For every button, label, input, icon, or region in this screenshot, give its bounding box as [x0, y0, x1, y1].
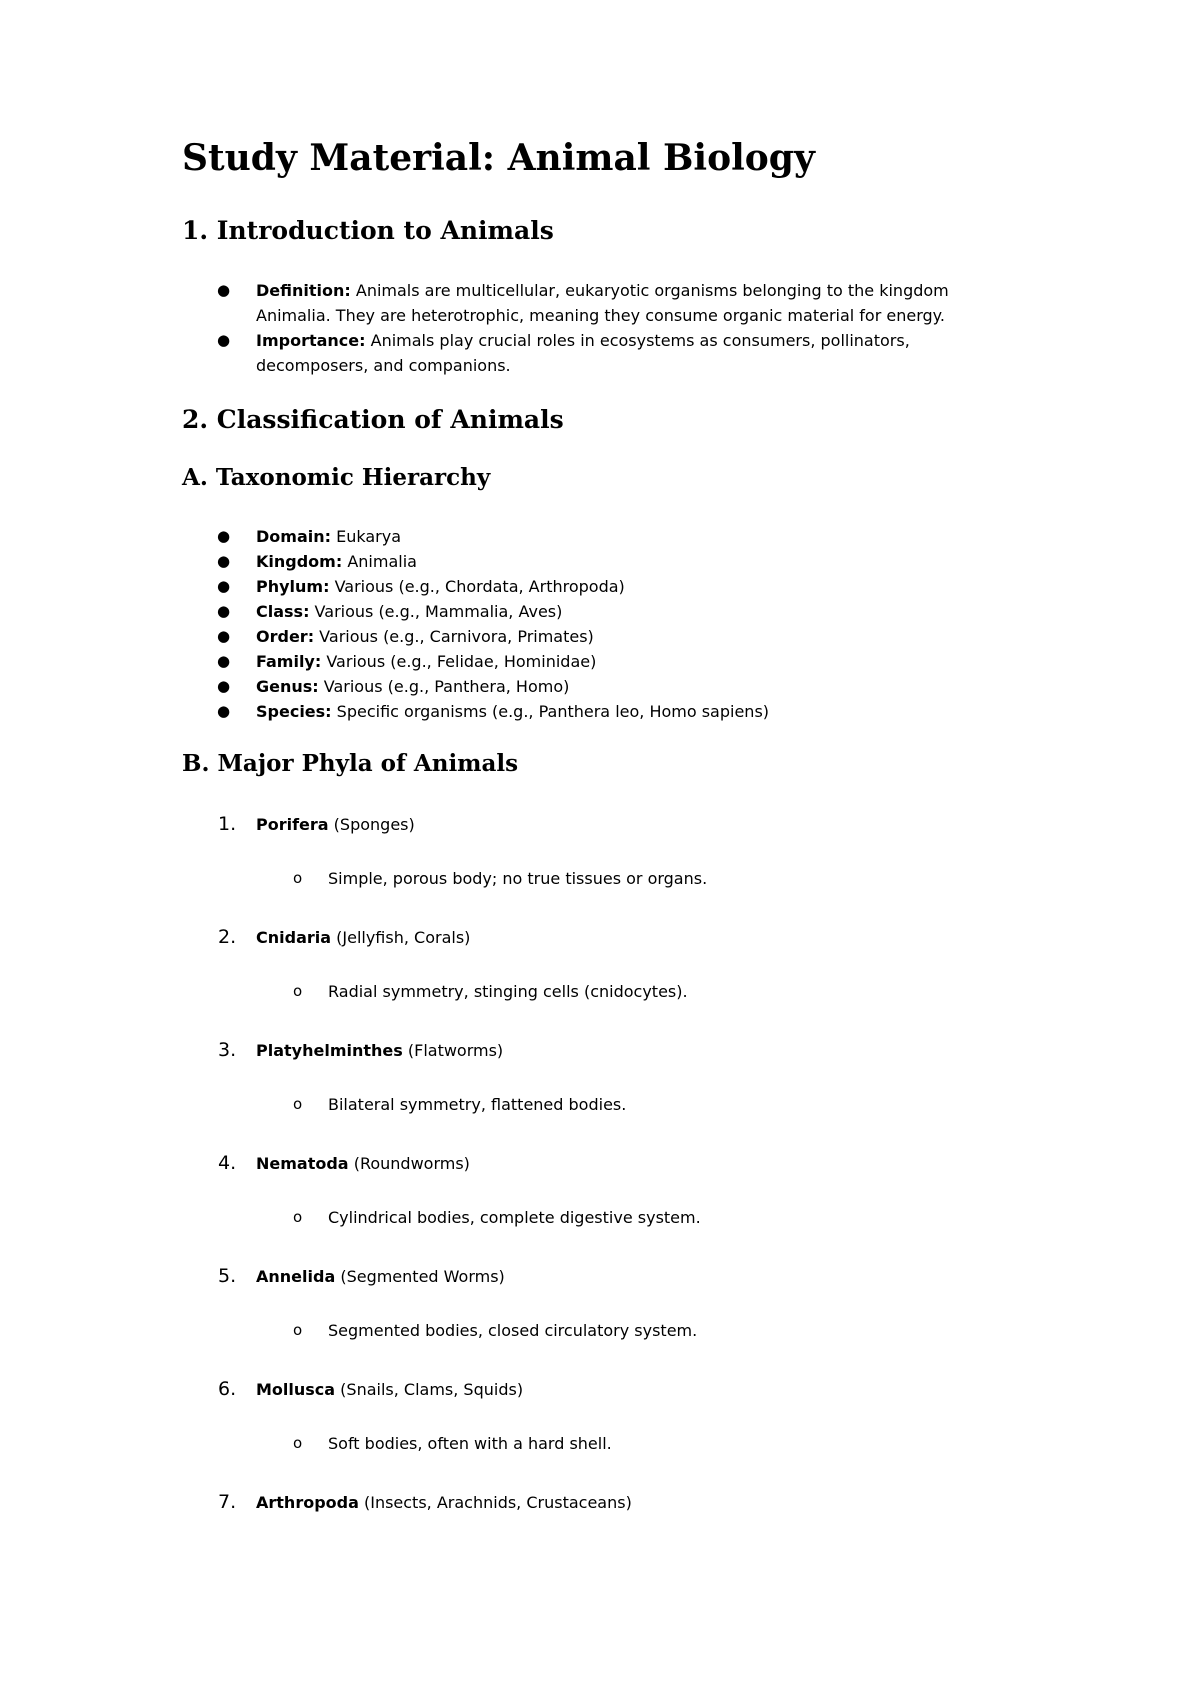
importance-line-1 — [256, 328, 910, 353]
taxonomy-item-domain — [256, 524, 401, 549]
phylum-common-name: (Jellyfish, Corals) — [331, 928, 471, 947]
importance-text-1: Animals play crucial roles in ecosystems as consumers, pollinators, — [365, 331, 910, 350]
taxonomy-value: Various (e.g., Mammalia, Aves) — [309, 602, 563, 621]
sub-bullet-icon: o — [293, 1434, 303, 1452]
phylum-common-name: (Roundworms) — [348, 1154, 470, 1173]
taxonomy-item-family — [256, 649, 596, 674]
taxonomy-label: Family: — [256, 652, 322, 671]
taxonomy-value: Various (e.g., Chordata, Arthropoda) — [329, 577, 625, 596]
sub-bullet-icon: o — [293, 1208, 303, 1226]
section-2-heading: 2. Classification of Animals — [182, 405, 564, 434]
definition-label: Definition: — [256, 281, 351, 300]
phylum-common-name: (Snails, Clams, Squids) — [335, 1380, 524, 1399]
taxonomy-label: Species: — [256, 702, 332, 721]
phylum-arthropoda — [256, 1490, 632, 1515]
phylum-mollusca — [256, 1377, 523, 1402]
bullet-icon: ● — [217, 577, 231, 595]
phylum-cnidaria — [256, 925, 470, 950]
bullet-icon: ● — [217, 627, 231, 645]
bullet-icon: ● — [217, 677, 231, 695]
phylum-detail: Simple, porous body; no true tissues or organs. — [328, 869, 708, 888]
list-number: 4. — [218, 1152, 237, 1174]
taxonomy-label: Class: — [256, 602, 310, 621]
phylum-detail: Bilateral symmetry, flattened bodies. — [328, 1095, 627, 1114]
document-title: Study Material: Animal Biology — [182, 137, 815, 179]
taxonomy-item-species — [256, 699, 769, 724]
list-number: 7. — [218, 1491, 237, 1513]
phylum-porifera — [256, 812, 415, 837]
list-number: 5. — [218, 1265, 237, 1287]
phylum-name: Platyhelminthes — [256, 1041, 403, 1060]
phylum-detail: Soft bodies, often with a hard shell. — [328, 1434, 612, 1453]
taxonomy-label: Genus: — [256, 677, 319, 696]
bullet-icon: ● — [217, 702, 231, 720]
taxonomy-value: Various (e.g., Carnivora, Primates) — [314, 627, 594, 646]
bullet-icon: ● — [217, 552, 231, 570]
importance-label: Importance: — [256, 331, 366, 350]
taxonomy-item-phylum — [256, 574, 625, 599]
phylum-name: Arthropoda — [256, 1493, 359, 1512]
taxonomy-value: Various (e.g., Felidae, Hominidae) — [321, 652, 597, 671]
phylum-name: Annelida — [256, 1267, 336, 1286]
taxonomy-item-genus — [256, 674, 569, 699]
phylum-common-name: (Sponges) — [328, 815, 415, 834]
definition-line-1 — [256, 278, 949, 303]
phylum-platyhelminthes — [256, 1038, 503, 1063]
phylum-common-name: (Insects, Arachnids, Crustaceans) — [358, 1493, 632, 1512]
list-number: 1. — [218, 813, 237, 835]
taxonomy-label: Phylum: — [256, 577, 330, 596]
taxonomy-value: Various (e.g., Panthera, Homo) — [318, 677, 570, 696]
phylum-name: Porifera — [256, 815, 329, 834]
phylum-annelida — [256, 1264, 505, 1289]
phylum-common-name: (Flatworms) — [402, 1041, 504, 1060]
list-number: 3. — [218, 1039, 237, 1061]
taxonomy-label: Kingdom: — [256, 552, 343, 571]
bullet-icon: ● — [217, 281, 231, 299]
taxonomic-hierarchy-heading: A. Taxonomic Hierarchy — [182, 464, 491, 491]
sub-bullet-icon: o — [293, 982, 303, 1000]
phylum-common-name: (Segmented Worms) — [335, 1267, 505, 1286]
taxonomy-label: Domain: — [256, 527, 332, 546]
section-1-heading: 1. Introduction to Animals — [182, 216, 554, 245]
phylum-name: Nematoda — [256, 1154, 349, 1173]
taxonomy-item-order — [256, 624, 594, 649]
taxonomy-item-class — [256, 599, 562, 624]
taxonomy-item-kingdom — [256, 549, 417, 574]
phylum-detail: Segmented bodies, closed circulatory system. — [328, 1321, 698, 1340]
phylum-nematoda — [256, 1151, 470, 1176]
bullet-icon: ● — [217, 652, 231, 670]
phylum-detail: Cylindrical bodies, complete digestive system. — [328, 1208, 701, 1227]
sub-bullet-icon: o — [293, 869, 303, 887]
phylum-name: Cnidaria — [256, 928, 332, 947]
phylum-name: Mollusca — [256, 1380, 336, 1399]
taxonomy-value: Specific organisms (e.g., Panthera leo, Homo sapiens) — [331, 702, 770, 721]
list-number: 2. — [218, 926, 237, 948]
sub-bullet-icon: o — [293, 1321, 303, 1339]
definition-line-2: Animalia. They are heterotrophic, meaning they consume organic material for energy. — [256, 306, 945, 325]
bullet-icon: ● — [217, 527, 231, 545]
taxonomy-value: Animalia — [342, 552, 417, 571]
taxonomy-label: Order: — [256, 627, 315, 646]
definition-text-1: Animals are multicellular, eukaryotic organisms belonging to the kingdom — [350, 281, 949, 300]
list-number: 6. — [218, 1378, 237, 1400]
importance-line-2: decomposers, and companions. — [256, 356, 511, 375]
major-phyla-heading: B. Major Phyla of Animals — [182, 750, 519, 777]
phylum-detail: Radial symmetry, stinging cells (cnidocytes). — [328, 982, 688, 1001]
bullet-icon: ● — [217, 602, 231, 620]
sub-bullet-icon: o — [293, 1095, 303, 1113]
bullet-icon: ● — [217, 331, 231, 349]
taxonomy-value: Eukarya — [331, 527, 401, 546]
